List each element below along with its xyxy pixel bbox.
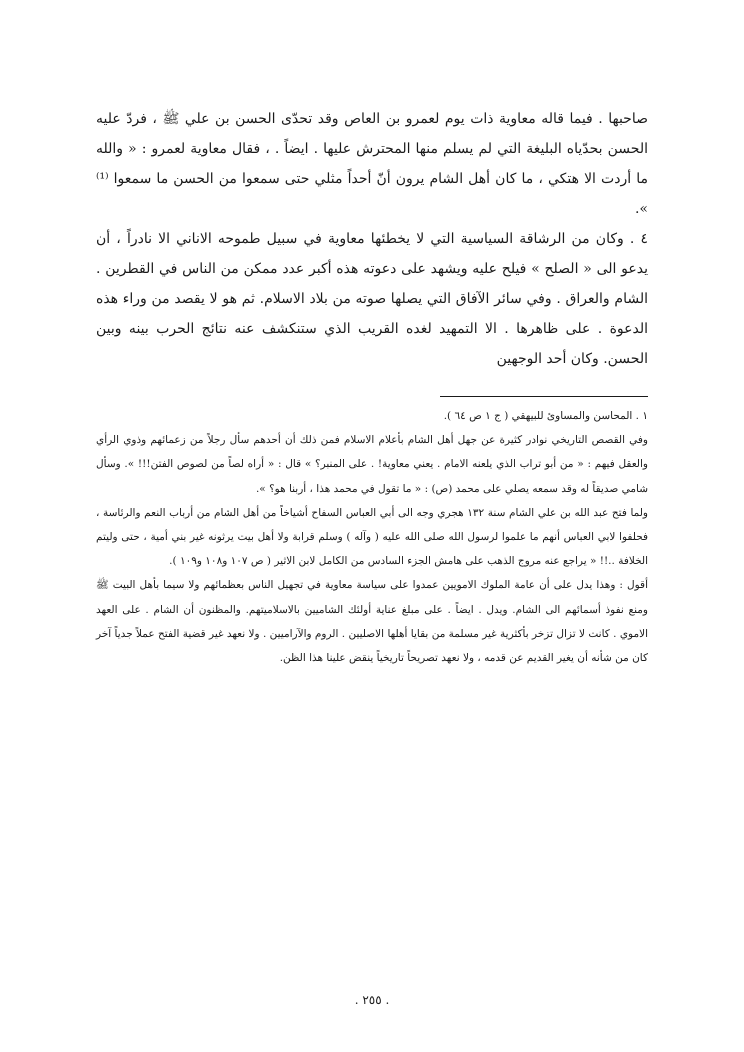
footnote: وفي القصص التاريخي نوادر كثيرة عن جهل أهل الشام بأعلام الاسلام فمن ذلك أن أحدهم سأل رجلاً من زعمائهم وذوي الرأي والعقل فيهم : « من أبو تراب الذي يلعنه الامام . يعني معاوية! . على المنبر؟ » قال : « أراه لصاً من لصوص الفتن!!! ». وسأل شامي صديقاً له وقد سمعه يصلي على محمد (ص) : « ما تقول في محمد هذا ، أربنا هو؟ ». — [96, 434, 648, 495]
footnote: ١ . المحاسن والمساوئ للبيهقي ( ج ١ ص ٦٤ ). — [443, 410, 648, 422]
paragraph: ٤ . وكان من الرشاقة السياسية التي لا يخطئها معاوية في سبيل طموحه الاناني الا نادراً ، أن يدعو الى « الصلح » فيلح عليه ويشهد على دعوته هذه أكبر عدد ممكن من الناس في القطرين . الشام والعراق . وفي سائر الآفاق التي يصلها صوته من بلاد الاسلام. ثم هو لا يقصد من وراء هذه الدعوة . على ظاهرها . الا التمهيد لغده القريب الذي ستنكشف عنه نتائج الحرب بينه وبين الحسن. وكان أحد الوجهين — [96, 231, 648, 367]
footnote: أقول : وهذا يدل على أن عامة الملوك الامويين عمدوا على سياسة معاوية في تجهيل الناس بعظمائهم ولا سيما بأهل البيت ﷺ ومنع نفوذ أسمائهم الى الشام. ويدل . ايضاً . على مبلغ عناية أولئك الشاميين بالاسلاميتهم. والمظنون أن الشام . على العهد الاموي . كانت لا تزال تزخر بأكثرية غير مسلمة من بقايا أهلها الاصليين . الروم والآراميين . ولا نعهد غير قضية الفتح عملاً جدياً آخر كان من شأنه أن يغير القديم عن قدمه ، ولا نعهد تصريحاً تاريخياً ينقض علينا هذا الظن. — [96, 579, 648, 665]
footnote: ولما فتح عبد الله بن علي الشام سنة ١٣٢ هجري وجه الى أبي العباس السفاح أشياخاً من أهل الشام من أرباب النعم والرئاسة ، فحلفوا لابي العباس أنهم ما علموا لرسول الله صلى الله عليه ( وآله ) وسلم قرابة ولا أهل بيت يرثونه غير بني أمية ، حتى وليتم الخلافة ..!! « يراجع عنه مروج الذهب على هامش الجزء السادس من الكامل لابن الاثير ( ص ١٠٧ و١٠٨ و١٠٩ ). — [96, 506, 649, 568]
main-text — [96, 104, 648, 374]
footnotes — [96, 404, 648, 670]
footnote-separator — [440, 396, 648, 397]
page-number: . ٢٥٥ . — [354, 993, 390, 1007]
paragraph: صاحبها . فيما قاله معاوية ذات يوم لعمرو بن العاص وقد تحدّى الحسن بن علي ﷺ ، فردّ عليه الحسن بحدّياه البليغة التي لم يسلم منها المحترش عليها . ايضاً . ، فقال معاوية لعمرو : « والله ما أردت الا هتكي ، ما كان أهل الشام يرون أنّ أحداً مثلي حتى سمعوا من الحسن ما سمعوا ⁽¹⁾ ». — [96, 111, 648, 217]
